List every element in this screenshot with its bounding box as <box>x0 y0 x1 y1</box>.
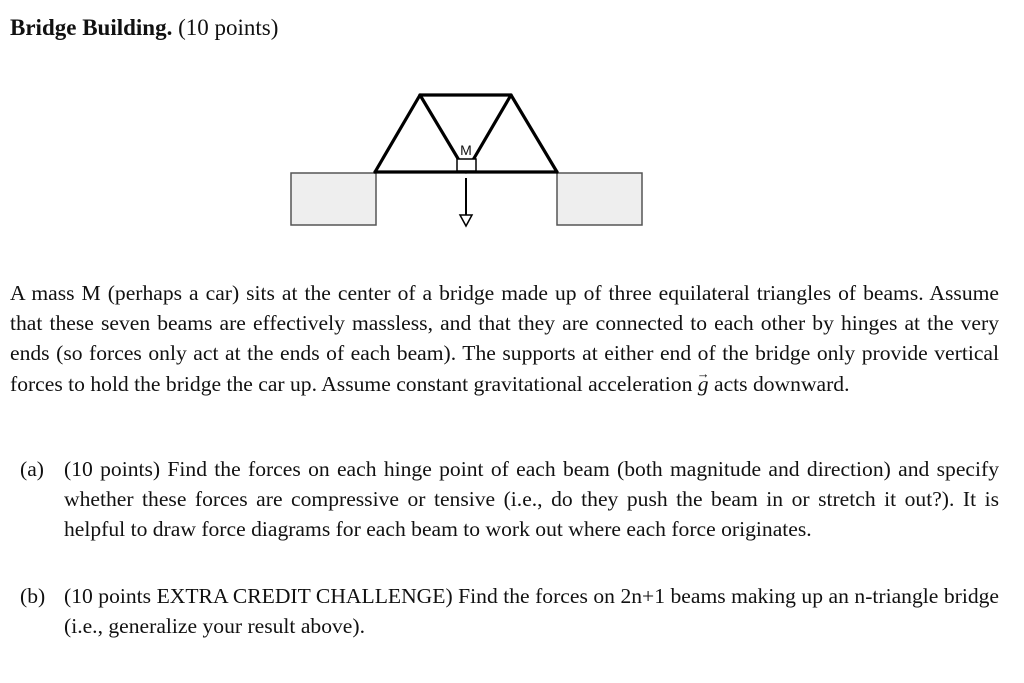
mass-label: M <box>460 142 472 158</box>
problem-text: A mass M (perhaps a car) sits at the center of a bridge made up of three equilateral triangles of beams. Assume that these seven beams are effectively massless, and that they are connected to each other by hinges at the very ends (so forces only act at the ends of each beam). The supports at either end of the bridge only provide vertical forces to hold the bridge the car up. Assume constant gravitational acceleration <box>10 281 999 396</box>
problem-title-points: (10 points) <box>178 15 279 40</box>
mass-block <box>457 159 476 171</box>
part-a-text: (10 points) Find the forces on each hinge point of each beam (both magnitude and direction) and specify whether these forces are compressive or tensive (i.e., do they push the beam in or stretch it out?). It is helpful to draw force diagrams for each beam to work out where each force originates. <box>64 457 999 542</box>
beam-left-outer <box>375 95 420 172</box>
part-b-text: (10 points EXTRA CREDIT CHALLENGE) Find the forces on 2n+1 beams making up an n-triangle bridge (i.e., generalize your result above). <box>64 584 999 639</box>
right-support <box>557 173 642 225</box>
bridge-diagram <box>0 0 1024 240</box>
problem-statement <box>10 278 999 399</box>
gravity-vector: → g <box>698 372 709 396</box>
part-a <box>10 454 999 545</box>
part-b <box>10 581 999 641</box>
problem-title-bold: Bridge Building. <box>10 15 173 40</box>
part-b-label: (b) <box>20 584 46 608</box>
left-support <box>291 173 376 225</box>
part-a-label: (a) <box>20 457 44 481</box>
problem-text-end: acts downward. <box>713 371 850 396</box>
beam-right-outer <box>511 95 557 172</box>
force-arrow-icon <box>460 215 472 226</box>
